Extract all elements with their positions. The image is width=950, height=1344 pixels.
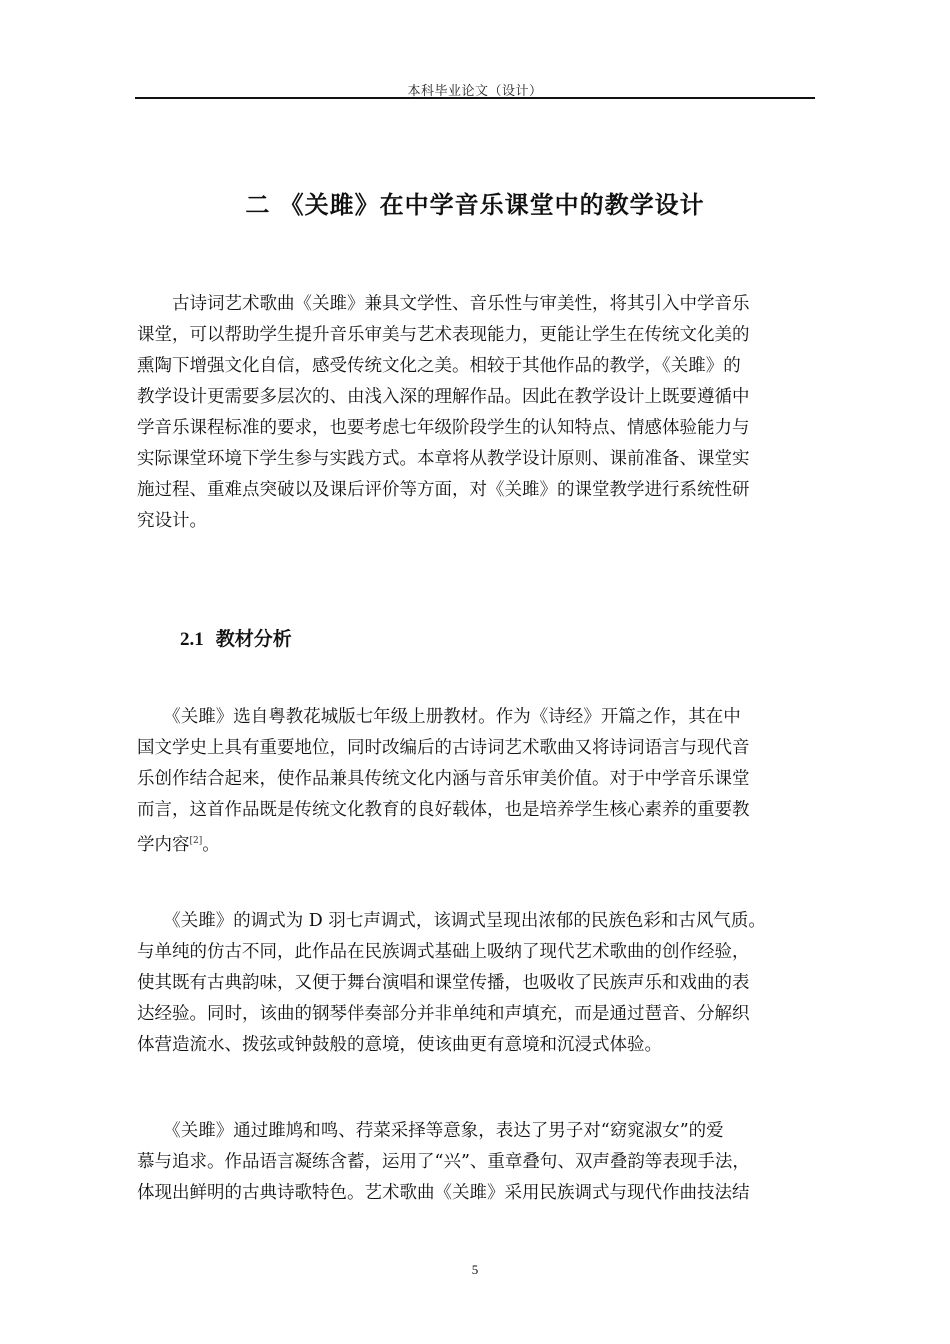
paragraph-line: 实际课堂环境下学生参与实践方式。本章将从教学设计原则、课前准备、课堂实 [137, 449, 750, 469]
intro-paragraph [137, 289, 817, 537]
paragraph-line: 乐创作结合起来，使作品兼具传统文化内涵与音乐审美价值。对于中学音乐课堂 [137, 769, 750, 789]
paragraph-line: 而言，这首作品既是传统文化教育的良好载体，也是培养学生核心素养的重要教 [137, 800, 750, 820]
citation-reference: [2] [189, 836, 203, 846]
paragraph-line: 体现出鲜明的古典诗歌特色。艺术歌曲《关雎》采用民族调式与现代作曲技法结 [137, 1183, 750, 1203]
paragraph-line: 《关雎》通过雎鸠和鸣、荇菜采择等意象，表达了男子对“窈窕淑女”的爱 [137, 1121, 724, 1141]
paragraph-line: 课堂，可以帮助学生提升音乐审美与艺术表现能力，更能让学生在传统文化美的 [137, 325, 750, 345]
paragraph-line: 达经验。同时，该曲的钢琴伴奏部分并非单纯和声填充，而是通过琶音、分解织 [137, 1004, 750, 1024]
section-heading [180, 624, 292, 651]
paragraph-line [137, 826, 817, 857]
page-number: 5 [471, 1262, 479, 1277]
textbook-analysis-paragraph [137, 702, 817, 857]
mode-analysis-paragraph [137, 906, 817, 1061]
header-divider [135, 97, 815, 99]
paragraph-line: 国文学史上具有重要地位，同时改编后的古诗词艺术歌曲又将诗词语言与现代音 [137, 738, 750, 758]
chapter-title: 二 《关雎》在中学音乐课堂中的教学设计 [245, 191, 705, 219]
paragraph-line: 《关雎》选自粤教花城版七年级上册教材。作为《诗经》开篇之作，其在中 [137, 707, 741, 727]
paragraph-line: 施过程、重难点突破以及课后评价等方面，对《关雎》的课堂教学进行系统性研 [137, 480, 750, 500]
paragraph-line: 体营造流水、拨弦或钟鼓般的意境，使该曲更有意境和沉浸式体验。 [137, 1035, 662, 1055]
paragraph-line: 熏陶下增强文化自信，感受传统文化之美。相较于其他作品的教学，《关雎》的 [137, 356, 741, 376]
paragraph-line: 使其既有古典韵味，又便于舞台演唱和课堂传播，也吸收了民族声乐和戏曲的表 [137, 973, 750, 993]
paragraph-line: 与单纯的仿古不同，此作品在民族调式基础上吸纳了现代艺术歌曲的创作经验， [137, 942, 750, 962]
running-header: 本科毕业论文（设计） [407, 84, 543, 99]
line-end: 。 [202, 835, 220, 855]
paragraph-line: 慕与追求。作品语言凝练含蓄，运用了“兴”、重章叠句、双声叠韵等表现手法， [137, 1152, 750, 1172]
paragraph-line: 教学设计更需要多层次的、由浅入深的理解作品。因此在教学设计上既要遵循中 [137, 387, 750, 407]
paragraph-line: 学音乐课程标准的要求，也要考虑七年级阶段学生的认知特点、情感体验能力与 [137, 418, 750, 438]
paragraph-line: 究设计。 [137, 511, 207, 531]
paragraph-line: 《关雎》的调式为 D 羽七声调式，该调式呈现出浓郁的民族色彩和古风气质。 [137, 911, 766, 931]
imagery-analysis-paragraph [137, 1116, 817, 1209]
section-number: 2.1 [180, 629, 204, 650]
line-text: 学内容 [137, 835, 190, 855]
section-title-text: 教材分析 [215, 628, 292, 650]
paragraph-line: 古诗词艺术歌曲《关雎》兼具文学性、音乐性与审美性，将其引入中学音乐 [137, 294, 750, 314]
